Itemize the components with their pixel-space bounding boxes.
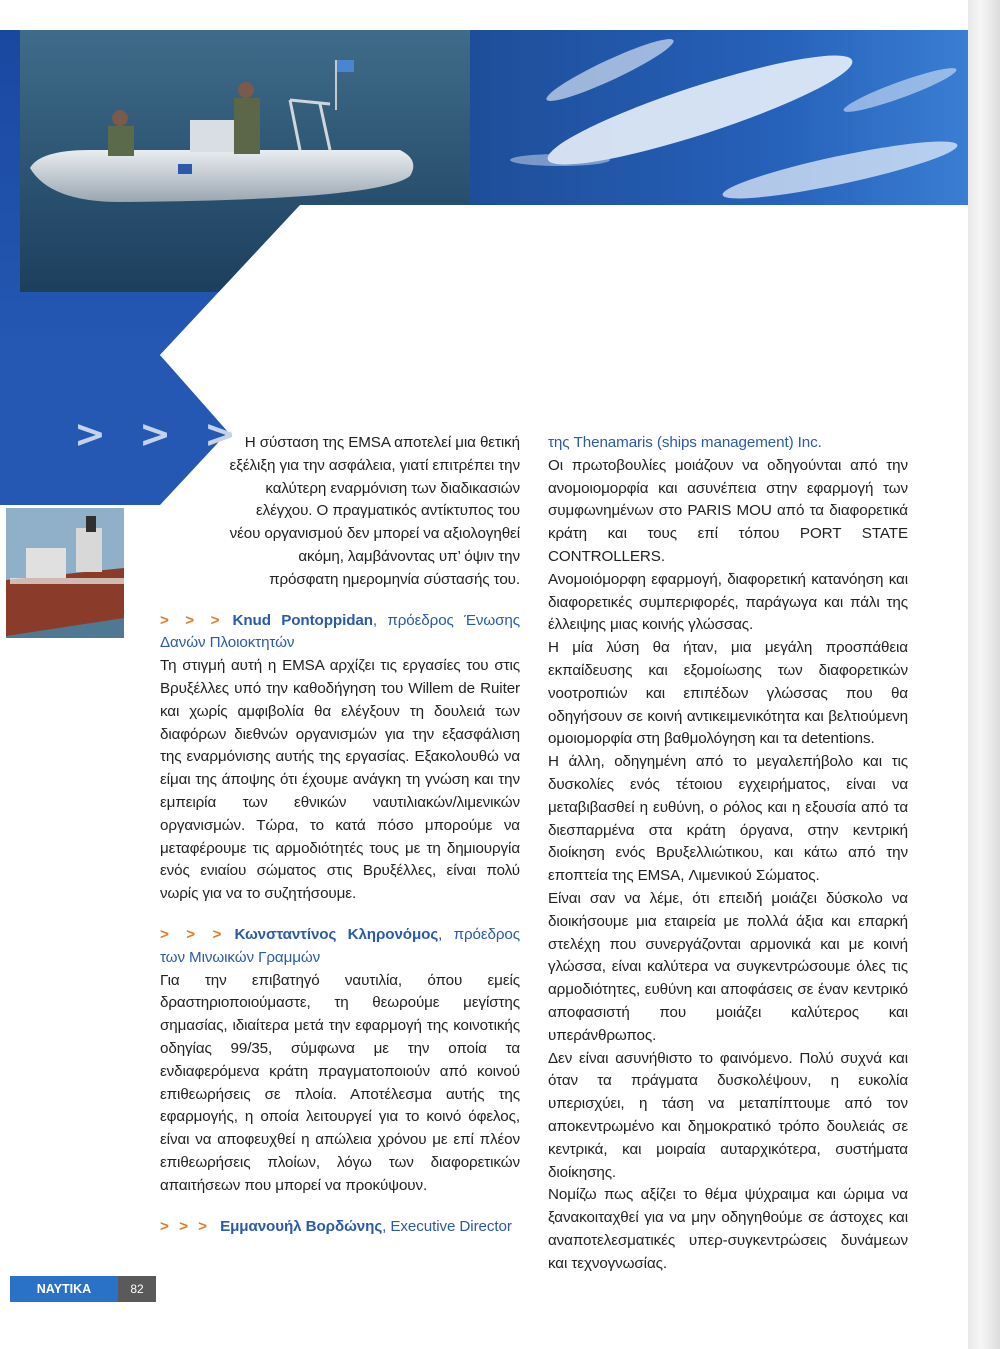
article-column-2 — [548, 432, 908, 1275]
speaker-role-continued: της Thenamaris (ships management) Inc. — [548, 434, 822, 451]
decorative-arrows: > > > — [74, 412, 246, 456]
speaker-text: Η μία λύση θα ήταν, μια μεγάλη προσπάθεια εκπαίδευσης και εξομοίωσης των διαφορετικών νοοτροπιών και επιπέδων γλώσσας που θα οδηγήσουν σε κοινή αντικειμενικότητα και βελτιούμενη ομοιομορφία στη βαθμολόγηση και τα detentions. — [548, 639, 908, 748]
speaker-text: Τη στιγμή αυτή η EMSA αρχίζει τις εργασίες του στις Βρυξέλλες υπό την καθοδήγηση του Willem de Ruiter και χωρίς αμφιβολία θα ελέγξουν τη δουλειά των διαφόρων διεθνών οργανισμών για την εξασφάλιση της εναρμόνισης αυτής της εργασίας. Εξακολουθώ να είμαι της άποψης ότι έχουμε ανάγκη τη γνώση και την εμπειρία των εθνικών ναυτιλιακών/λιμενικών οργανισμών. Τώρα, το κατά πόσο μπορούμε να μεταφέρουμε τις αρμοδιότητές τους με τη δημιουργία ενός ενιαίου σώματος στις Βρυξέλλες, είναι πολύ νωρίς για να το συζητήσουμε. — [160, 657, 520, 903]
speaker-heading-pontoppidan — [160, 610, 520, 656]
page-footer — [10, 1276, 156, 1322]
speaker-role: , πρόεδρος των Μινωικών Γραμμών — [160, 925, 520, 966]
chevron-icon: > > > — [160, 925, 225, 943]
speaker-text: Για την επιβατηγό ναυτιλία, όπου εμείς δραστηριοποιούμαστε, τη θεωρούμε μεγίστης σημασίας, ιδιαίτερα μετά την εφαρμογή της κοινοτικής οδηγίας 99/35, σύμφωνα με την οποία τα ενδιαφερόμενα κράτη πραγματοποιούν από κοινού επιθεωρήσεις σε πλοία. Αποτέλεσμα αυτής της εφαρμογής, η οποία λειτουργεί για το κοινό όφελος, είναι να αποφευχθεί η απώλεια χρόνου με επί πλέον επιθεωρήσεις πλοίων, λόγω των διαφορετικών απαιτήσεων που μπορεί να προκύψουν. — [160, 971, 520, 1194]
speaker-name: Κωνσταντίνος Κληρονόμος — [234, 925, 439, 943]
speaker-text: Η άλλη, οδηγημένη από το μεγαλεπήβολο και τις δυσκολίες ενός τέτοιου εγχειρήματος, είναι να μεταβιβασθεί η ευθύνη, ο ρόλος και η εξουσία από τα διεσπαρμένα στα κράτη όργανα, στην κεντρική διοίκηση ενός Βρυξελλιώτικου, και κάτω από την εποπτεία της EMSA, Λιμενικού Σώματος. — [548, 753, 908, 885]
page-spine-shadow — [968, 0, 1000, 1349]
speaker-text: Είναι σαν να λέμε, ότι επειδή μοιάζει δύσκολο να διοικήσουμε μια εταιρεία με πολλά άξια και επαρκή στελέχη που συνεργάζονται αρμονικά και με κοινή γλώσσα, είναι καλύτερα να συγκεντρώσουμε όλες τις αρμοδιότητες, ευθύνη και αποφάσεις σε έναν κεντρικό αποφασιστή που μοιάζει καλύτερος και υπεράνθρωπος. — [548, 889, 908, 1044]
ship-photo — [6, 508, 124, 638]
speaker-heading-vordonis — [160, 1216, 520, 1239]
speaker-role: , πρόεδρος Ένωσης Δανών Πλοιοκτητών — [160, 611, 521, 652]
magazine-title: ΝΑΥΤΙΚΑ ΧΡΟΝΙΚΑ — [10, 1276, 118, 1302]
speaker-name: Εμμανουήλ Βορδώνης — [220, 1217, 383, 1235]
page-number: 82 — [118, 1276, 156, 1302]
speaker-heading-klironomos — [160, 924, 520, 970]
chevron-icon: > > > — [160, 611, 223, 629]
speaker-text: Νομίζω πως αξίζει το θέμα ψύχραιμα και ώριμα να ξανακοιταχθεί για να μην οδηγηθούμε σε άστοχες και αναποτελεσματικές υπερ-συγκεντρώσεις δυνάμεων και τεχνογνωσίας. — [548, 1186, 908, 1272]
chevron-icon: > > > — [160, 1217, 211, 1235]
speaker-text: Οι πρωτοβουλίες μοιάζουν να οδηγούνται από την ανομοιομορφία και ασυνέπεια στην εφαρμογή των συμφωνημένων στο PARIS MOU από τα διαφορετικά κράτη και τους επί τόπου PORT STATE CONTROLLERS. — [548, 456, 908, 565]
speaker-name: Knud Pontoppidan — [232, 611, 373, 629]
speaker-text: Ανομοιόμορφη εφαρμογή, διαφορετική κατανόηση και διαφορετικές συμπεριφορές, παράγωγα και πάλι της έλλειψης μιας κοινής γλώσσας. — [548, 570, 908, 634]
speaker-text: Δεν είναι ασυνήθιστο το φαινόμενο. Πολύ συχνά και όταν τα πράγματα δυσκολέψουν, η ευκολία υπερισχύει, η τάση να μεταπίπτουμε από τον αποκεντρωμένο και δημοκρατικό τρόπο δουλειάς σε κεντρικά, και μοιραία αυταρχικότερα, συστήματα διοίκησης. — [548, 1049, 908, 1181]
speaker-role: , Executive Director — [382, 1217, 512, 1235]
intro-paragraph: Η σύσταση της EMSA αποτελεί μια θετική εξέλιξη για την ασφάλεια, γιατί επιτρέπει την καλύτερη εναρμόνιση των διαδικασιών ελέγχου. Ο πραγματικός αντίκτυπος του νέου οργανισμού δεν μπορεί να αξιολογηθεί ακόμη, λαμβάνοντας υπ’ όψιν την πρόσφατη ημερομηνία σύστασής του. — [229, 434, 520, 588]
article-column-1 — [160, 432, 520, 1238]
